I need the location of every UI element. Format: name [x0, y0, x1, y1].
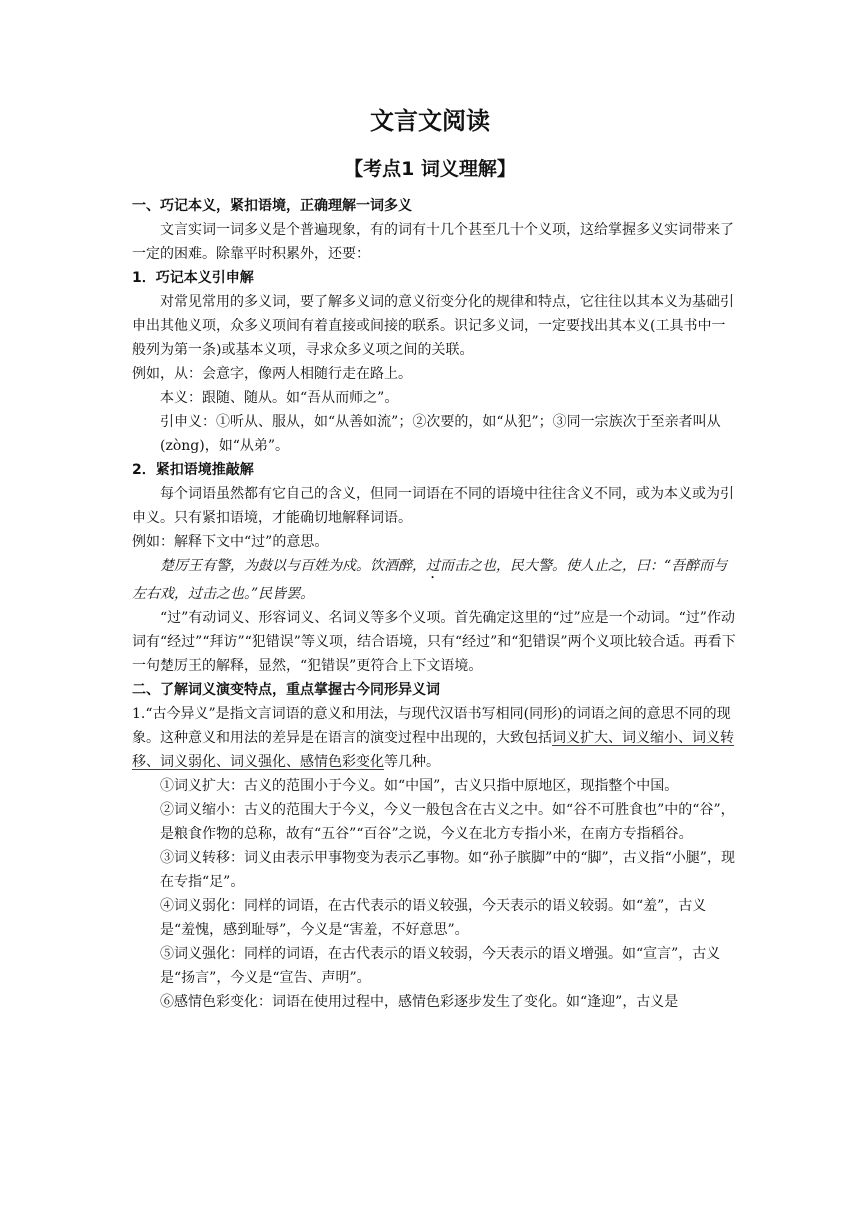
point-1 — [132, 702, 736, 774]
list-item-3: ③词义转移：词义由表示甲事物变为表示乙事物。如“孙子膑脚”中的“脚”，古义指“小腿”，现在专指“足”。 — [160, 850, 735, 890]
subheading-2: 2．紧扣语境推敲解 — [132, 462, 254, 478]
section-subtitle: 【考点1 词义理解】 — [344, 158, 516, 180]
analysis-paragraph: “过”有动词义、形容词义、名词义等多个义项。首先确定这里的“过”应是一个动词。“过”作动词有“经过”“拜访”“犯错误”等义项，结合语境，只有“经过”和“犯错误”两个义项比较合适。再看下一句楚厉王的解释，显然，“犯错误”更符合上下文语境。 — [132, 610, 736, 674]
document-body — [132, 194, 736, 1014]
list-item-1: ①词义扩大：古义的范围小于今义。如“中国”，古义只指中原地区，现指整个中国。 — [160, 778, 679, 794]
quote-part-1: 楚厉王有警，为鼓以与百姓为戍。饮酒醉， — [160, 558, 426, 574]
quote-part-2: 而击之也，民大警。使人止之，曰：“吾醉而与左右戏，过击之也。”民皆罢。 — [132, 558, 728, 602]
yinshen-line: 引申义：①听从、服从，如“从善如流”；②次要的，如“从犯”；③同一宗族次于至亲者叫从(zòng)，如“从弟”。 — [160, 414, 721, 454]
list-item-2: ②词义缩小：古义的范围大于今义，今义一般包含在古义之中。如“谷不可胜食也”中的“谷”，是粮食作物的总称，故有“五谷”“百谷”之说，今义在北方专指小米，在南方专指稻谷。 — [160, 802, 735, 842]
example-cong: 例如，从：会意字，像两人相随行走在路上。 — [132, 366, 412, 382]
paragraph-intro: 文言实词一词多义是个普遍现象，有的词有十几个甚至几十个义项，这给掌握多义实词带来了一定的困难。除靠平时积累外，还要： — [132, 222, 734, 262]
example-guo: 例如：解释下文中“过”的意思。 — [132, 534, 329, 550]
quote-emphasis: 过 — [426, 558, 440, 574]
paragraph-sub1: 对常见常用的多义词，要了解多义词的意义衍变分化的规律和特点，它往往以其本义为基础引申出其他义项，众多义项间有着直接或间接的联系。识记多义词，一定要找出其本义(工具书中一般列为第一条)或基本义项，寻求众多义项之间的关联。 — [132, 294, 734, 358]
classical-quote — [132, 554, 736, 606]
list-item-4: ④词义弱化：同样的词语，在古代表示的语义较强，今天表示的语义较弱。如“羞”，古义是“羞愧，感到耻辱”，今义是“害羞，不好意思”。 — [160, 898, 707, 938]
list-item-5: ⑤词义强化：同样的词语，在古代表示的语义较弱，今天表示的语义增强。如“宣言”，古义是“扬言”，今义是“宣告、声明”。 — [160, 946, 721, 986]
paragraph-sub2: 每个词语虽然都有它自己的含义，但同一词语在不同的语境中往往含义不同，或为本义或为引申义。只有紧扣语境，才能确切地解释词语。 — [132, 486, 734, 526]
point-1-text-b: 等几种。 — [384, 754, 440, 770]
section-heading-2: 二、了解词义演变特点，重点掌握古今同形异义词 — [132, 682, 440, 698]
point-1-text-a: 1.“古今异义”是指文言词语的意义和用法，与现代汉语书写相同(同形)的词语之间的意思不同的现象。这种意义和用法的差异是在语言的演变过程中出现的，大致包括 — [132, 706, 731, 746]
benyi-line: 本义：跟随、随从。如“吾从而师之”。 — [160, 390, 399, 406]
section-heading-1: 一、巧记本义，紧扣语境，正确理解一词多义 — [132, 198, 412, 214]
subheading-1: 1．巧记本义引申解 — [132, 270, 254, 286]
point-1-underlined: 词义扩大、词义缩小、词义转移、词义弱化、词义强化、感情色彩变化 — [132, 730, 734, 770]
list-item-6: ⑥感情色彩变化：词语在使用过程中，感情色彩逐步发生了变化。如“逢迎”，古义是 — [160, 994, 679, 1010]
page-title: 文言文阅读 — [370, 107, 490, 135]
